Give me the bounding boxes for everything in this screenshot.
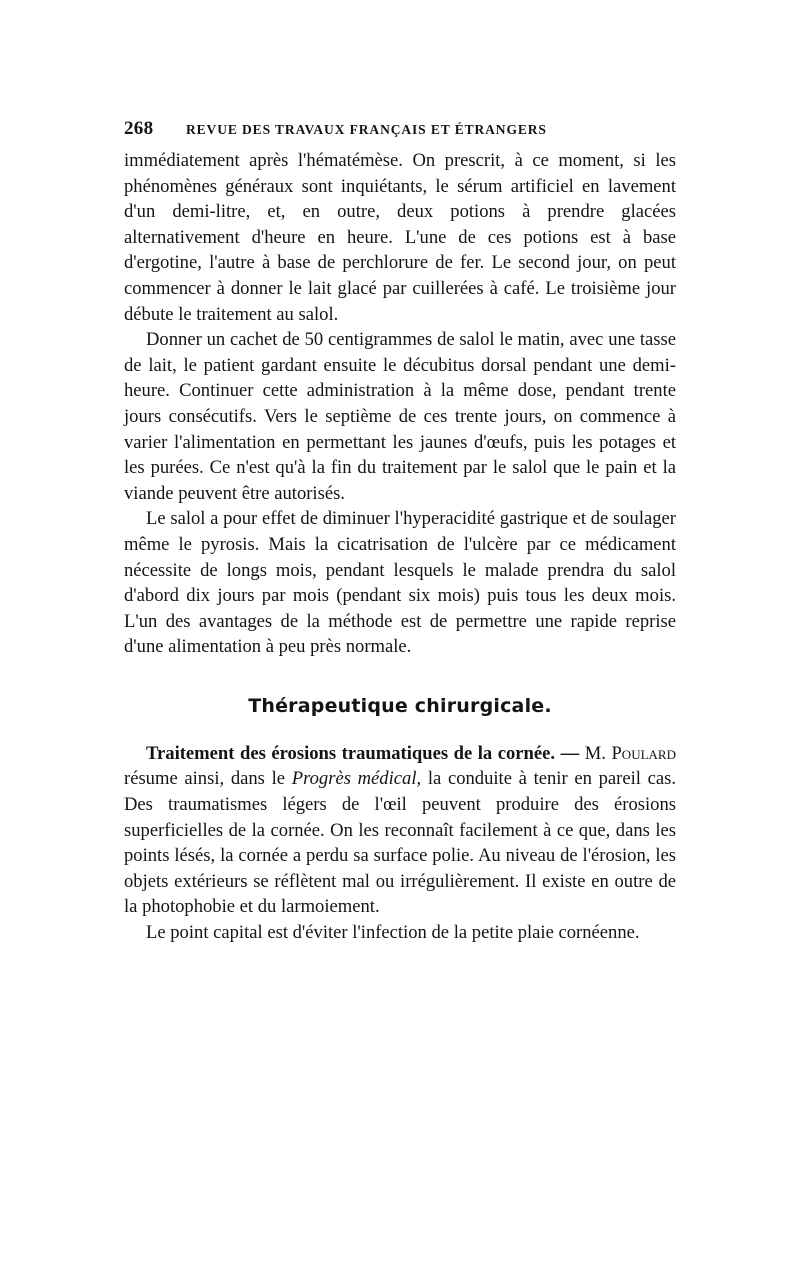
paragraph-salol-effects: Le salol a pour effet de diminuer l'hyperacidité gastrique et de soulager même le pyrosis. Mais la cicatrisation de l'ulcère par ce médicament nécessite de longs mois, pendant lesquels le malade prendra du salol d'abord dix jours par mois (pendant six mois) puis tous les deux mois. L'un des avantages de la méthode est de permettre une rapide reprise d'une alimentation à peu près normale.	[124, 508, 676, 658]
running-title: REVUE DES TRAVAUX FRANÇAIS ET ÉTRANGERS	[186, 122, 547, 137]
book-page	[124, 118, 676, 946]
article-text-body: , la conduite à tenir en pareil cas. Des traumatismes légers de l'œil peuvent produire des érosions superficielles de la cornée. On les reconnaît facilement à ce que, dans les points lésés, la cornée a perdu sa surface polie. Au niveau de l'érosion, les objets extérieurs se réflètent mal ou irrégulièrement. Il existe en outre de la photophobie et du larmoiement.	[124, 768, 676, 918]
paragraph-continuation: immédiatement après l'hématémèse. On prescrit, à ce moment, si les phénomènes généraux sont inquiétants, le sérum artificiel en lavement d'un demi-litre, et, en outre, deux potions à prendre glacées alternativement d'heure en heure. L'une de ces potions est à base d'ergotine, l'autre à base de perchlorure de fer. Le second jour, on peut commencer à donner le lait glacé par cuillerées à café. Le troisième jour débute le traitement au salol.	[124, 150, 676, 325]
article-text-intro: résume ainsi, dans le	[124, 768, 286, 790]
page-header	[124, 118, 676, 148]
article-title: Traitement des érosions traumatiques de la cornée. —	[146, 742, 580, 764]
paragraph-closing: Le point capital est d'éviter l'infection de la petite plaie cornéenne.	[146, 922, 640, 944]
section-title: Thérapeutique chirurgicale.	[248, 694, 552, 717]
page-number: 268	[124, 118, 154, 139]
author-prefix: M.	[584, 742, 606, 764]
journal-title: Progrès médical	[291, 768, 417, 790]
paragraph-salol-dosage: Donner un cachet de 50 centigrammes de salol le matin, avec une tasse de lait, le patient gardant ensuite le décubitus dorsal pendant une demi-heure. Continuer cette administration à la même dose, pendant trente jours consécutifs. Vers le septième de ces trente jours, on commence à varier l'alimentation en permettant les jaunes d'œufs, puis les potages et les purées. Ce n'est qu'à la fin du traitement par le salol que le pain et la viande peuvent être autorisés.	[124, 329, 676, 504]
article-paragraph	[124, 741, 676, 920]
author-name: Poulard	[611, 742, 676, 764]
